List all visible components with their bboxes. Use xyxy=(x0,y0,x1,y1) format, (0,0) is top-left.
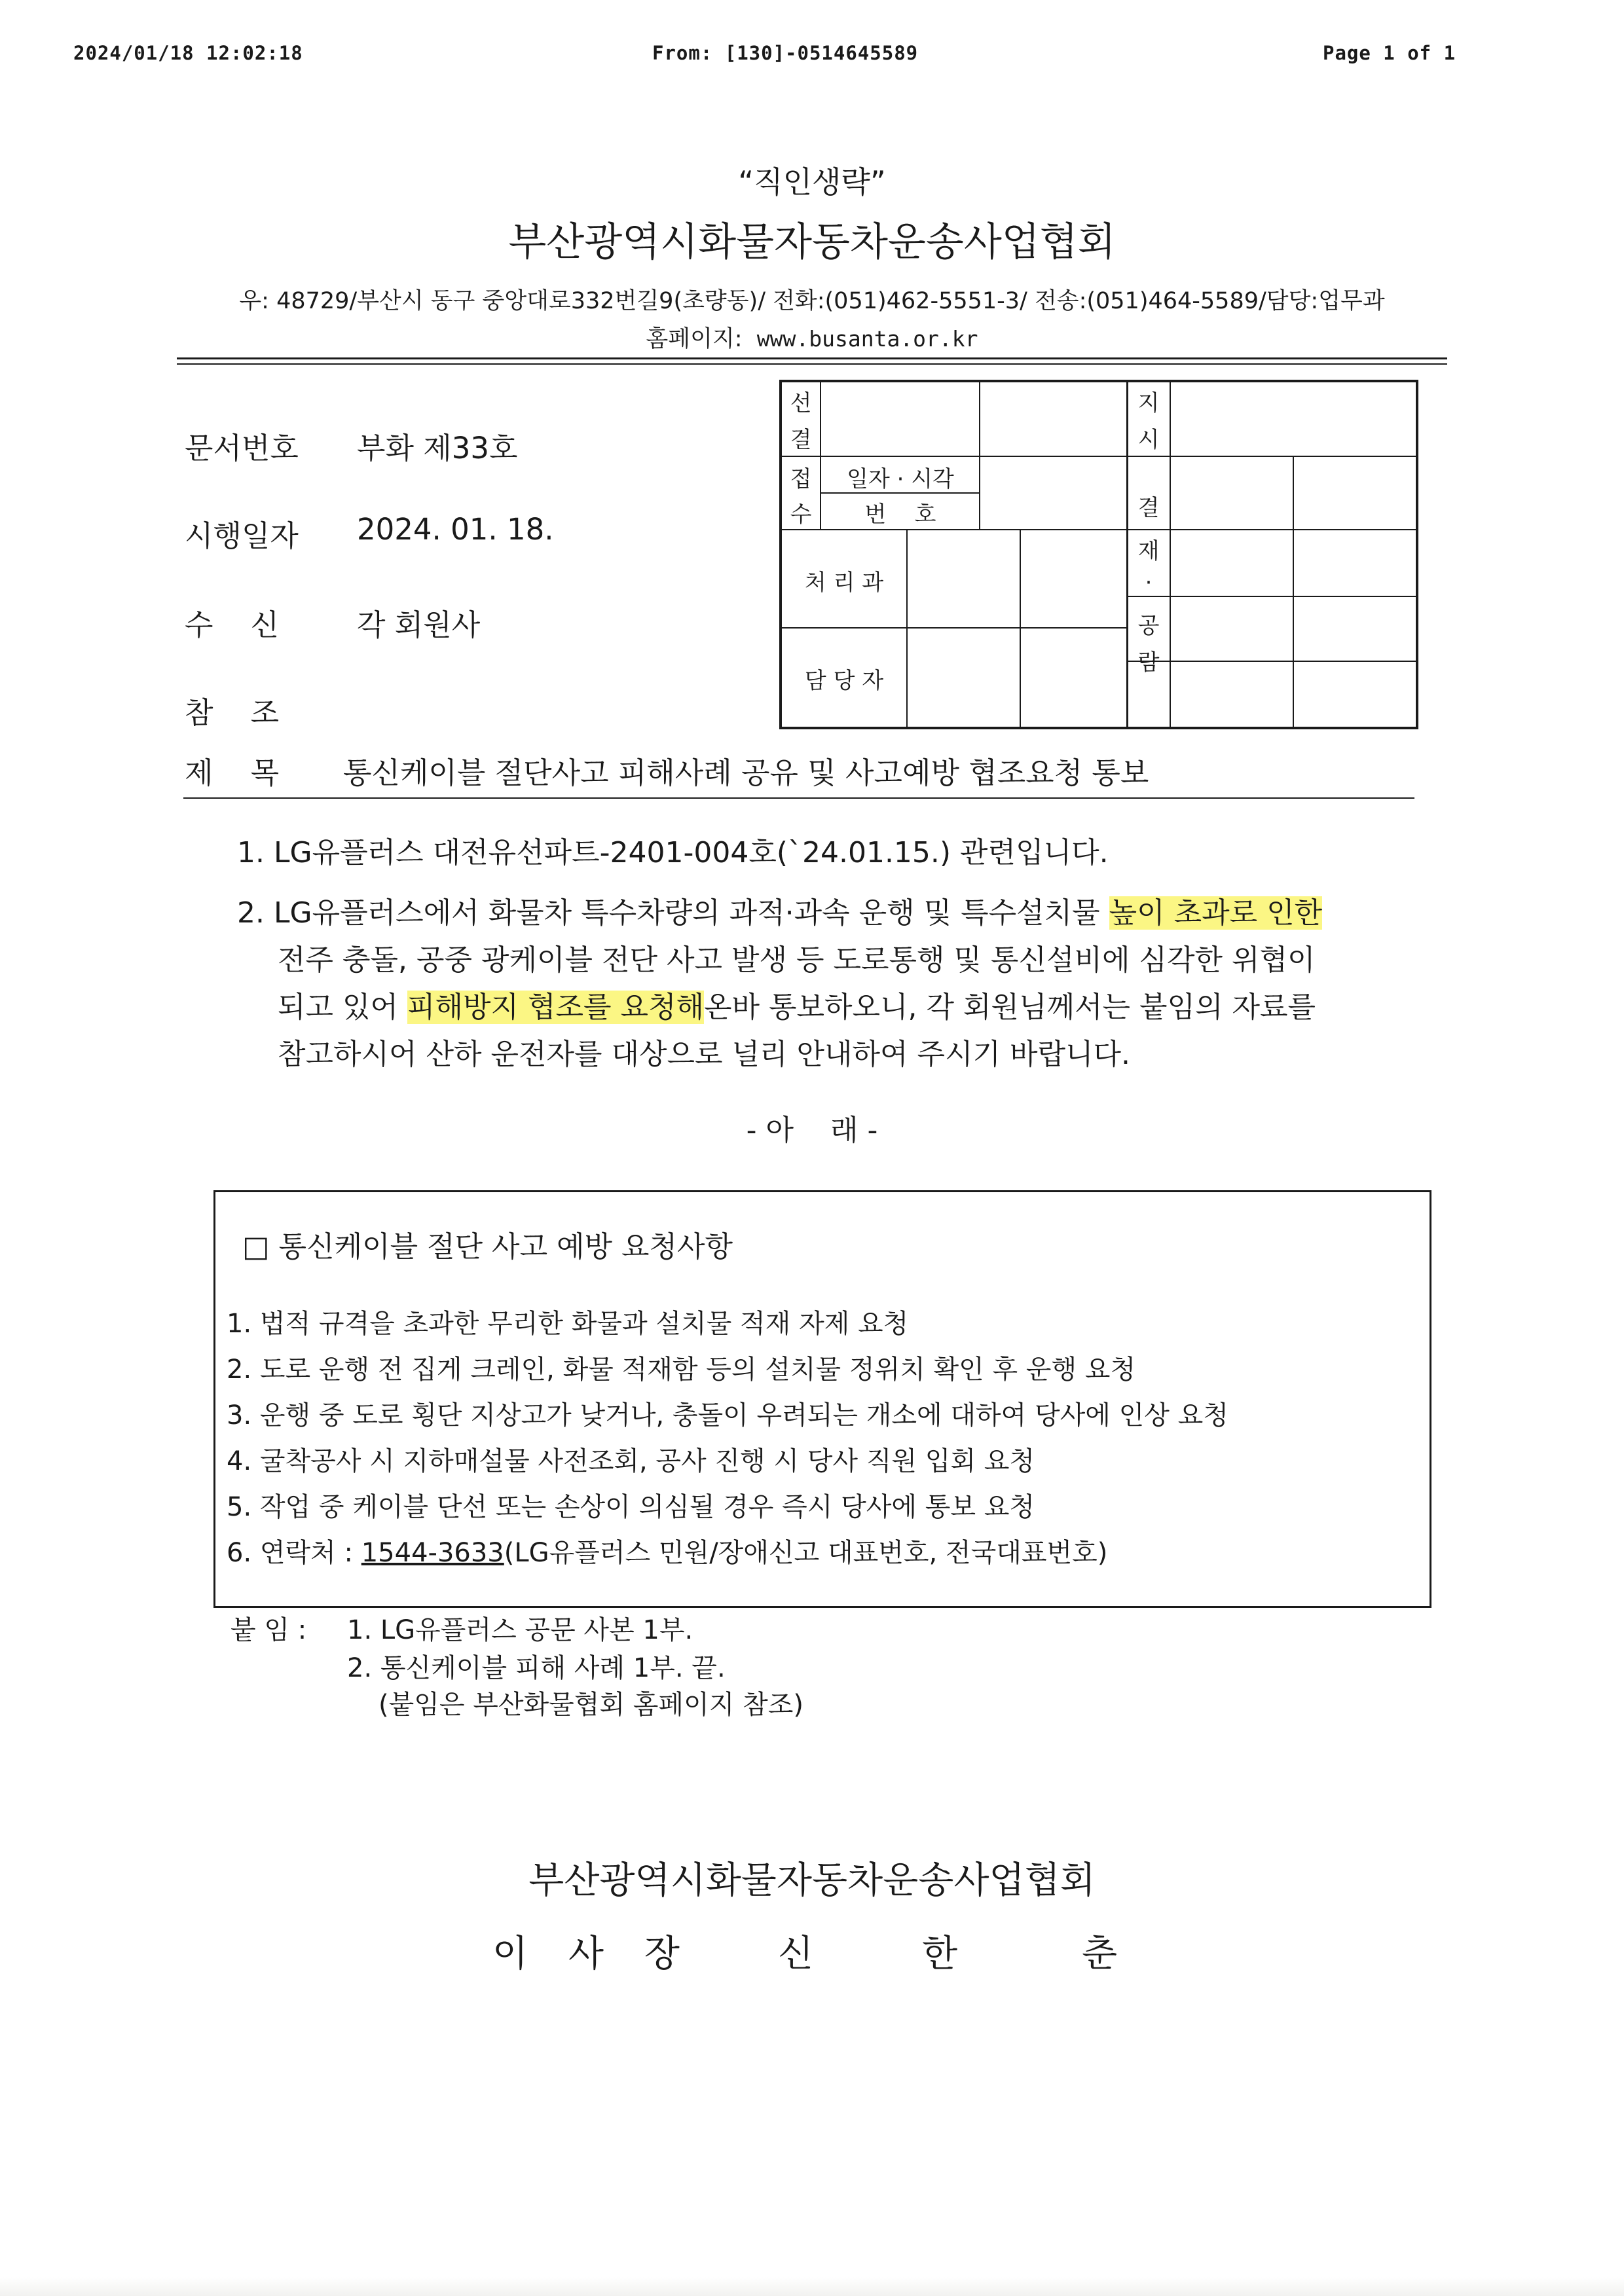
attachment-note: (붙임은 부산화물협회 홈페이지 참조) xyxy=(378,1690,803,1720)
signature-org: 부산광역시화물자동차운송사업협회 xyxy=(528,1859,1096,1902)
paragraph-2-line-2: 전주 충돌, 공중 광케이블 전단 사고 발생 등 도로통행 및 통신설비에 심각한 위협이 xyxy=(278,943,1316,977)
org-address: 우: 48729/부산시 동구 중앙대로332번길9(초량동)/ 전화:(051)462-5551-3/ 전송:(051)464-5589/담당:업무과 xyxy=(239,288,1385,314)
attachment-2: 2. 통신케이블 피해 사례 1부. 끝. xyxy=(347,1653,726,1683)
homepage-label: 홈페이지: xyxy=(646,326,743,352)
box-jae: 재 xyxy=(1137,538,1160,564)
paragraph-1: 1. LG유플러스 대전유선파트-2401-004호(`24.01.15.) 관련입니다. xyxy=(237,836,1109,869)
highlight-cooperation-request: 피해방지 협조를 요청해 xyxy=(407,991,705,1024)
box-number: 번 호 xyxy=(864,501,936,528)
notice-item: 5. 작업 중 케이블 단선 또는 손상이 의심될 경우 즉시 당사에 통보 요청 xyxy=(227,1492,1035,1522)
contact-phone: 1544-3633 xyxy=(361,1538,504,1568)
fax-page: Page 1 of 1 xyxy=(1323,42,1456,64)
paragraph-2-line-4: 참고하시어 산하 운전자를 대상으로 널리 안내하여 주시기 바랍니다. xyxy=(278,1038,1130,1071)
box-gyeol: 결 xyxy=(790,427,812,453)
attachment-label: 붙 임 : xyxy=(231,1615,307,1645)
scan-edge xyxy=(0,2277,1624,2296)
notice-item: 1. 법적 규격을 초과한 무리한 화물과 설치물 적재 자제 요청 xyxy=(227,1309,909,1339)
notice-title: □ 통신케이블 절단 사고 예방 요청사항 xyxy=(242,1230,733,1264)
reference-label: 참 조 xyxy=(185,695,280,730)
box-jeop: 접 xyxy=(790,466,812,492)
approval-box xyxy=(779,380,1418,729)
box-date-time: 일자 · 시각 xyxy=(847,466,954,492)
recipient-label: 수 신 xyxy=(185,608,280,642)
highlight-height-excess: 높이 초과로 인한 xyxy=(1109,896,1323,930)
below-heading: - 아 래 - xyxy=(746,1114,878,1147)
fax-from: From: [130]-0514645589 xyxy=(652,42,919,64)
box-gong: 공 xyxy=(1137,613,1160,639)
notice-item: 4. 굴착공사 시 지하매설물 사전조회, 공사 진행 시 당사 직원 입회 요청 xyxy=(227,1446,1035,1476)
box-ji: 지 xyxy=(1137,390,1160,416)
box-su: 수 xyxy=(790,501,812,528)
signature-name-2: 한 xyxy=(922,1933,958,1975)
letterhead-divider xyxy=(177,357,1447,365)
date-label: 시행일자 xyxy=(185,519,299,553)
fax-datetime: 2024/01/18 12:02:18 xyxy=(73,42,303,64)
signature-name-3: 춘 xyxy=(1082,1933,1118,1975)
box-manager: 담 당 자 xyxy=(804,668,884,694)
paragraph-2-line-3: 되고 있어 피해방지 협조를 요청해온바 통보하오니, 각 회원님께서는 붙임의 자료를 xyxy=(278,991,1316,1024)
notice-item-contact: 6. 연락처 : 1544-3633(LG유플러스 민원/장애신고 대표번호, 전국대표번호) xyxy=(227,1538,1108,1568)
box-dept: 처 리 과 xyxy=(804,570,884,596)
box-seon: 선 xyxy=(790,390,812,416)
box-dot: · xyxy=(1145,570,1153,596)
motto: “직인생략” xyxy=(738,164,886,200)
issue-date: 2024. 01. 18. xyxy=(357,512,554,547)
box-ram: 람 xyxy=(1137,649,1160,676)
org-name: 부산광역시화물자동차운송사업협회 xyxy=(508,219,1116,265)
paragraph-2-line-1: 2. LG유플러스에서 화물차 특수차량의 과적·과속 운행 및 특수설치물 높이 초과로 인한 xyxy=(237,896,1323,930)
doc-number-label: 문서번호 xyxy=(185,431,299,465)
homepage-link[interactable]: www.busanta.or.kr xyxy=(756,326,978,352)
signature-name-1: 신 xyxy=(778,1933,814,1975)
recipient: 각 회원사 xyxy=(357,608,481,642)
subject: 통신케이블 절단사고 피해사례 공유 및 사고예방 협조요청 통보 xyxy=(343,756,1149,790)
subject-label: 제 목 xyxy=(185,756,280,790)
subject-divider xyxy=(183,797,1414,799)
doc-number: 부화 제33호 xyxy=(357,431,518,465)
attachment-1: 1. LG유플러스 공문 사본 1부. xyxy=(347,1615,693,1645)
signature-title: 이 사 장 xyxy=(492,1933,694,1975)
notice-item: 3. 운행 중 도로 횡단 지상고가 낮거나, 충돌이 우려되는 개소에 대하여 당사에 인상 요청 xyxy=(227,1400,1228,1430)
notice-item: 2. 도로 운행 전 집게 크레인, 화물 적재함 등의 설치물 정위치 확인 후 운행 요청 xyxy=(227,1355,1136,1385)
homepage-line xyxy=(0,321,1624,354)
box-si: 시 xyxy=(1137,427,1160,453)
box-gyeol2: 결 xyxy=(1137,495,1160,521)
